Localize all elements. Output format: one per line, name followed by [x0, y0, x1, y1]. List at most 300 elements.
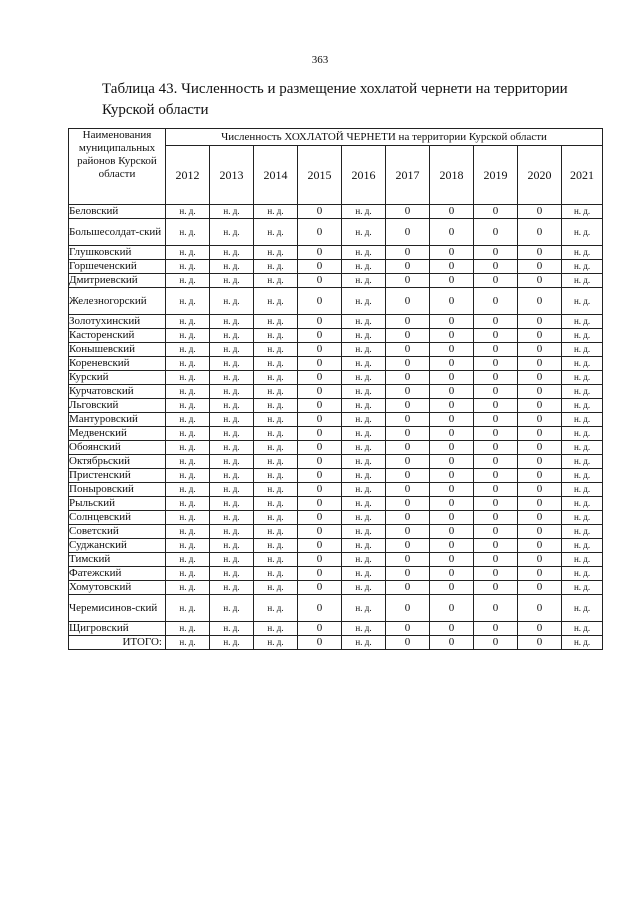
value-cell: 0: [518, 219, 562, 246]
value-cell: н. д.: [166, 469, 210, 483]
value-cell: н. д.: [166, 539, 210, 553]
value-cell: 0: [518, 469, 562, 483]
value-cell: н. д.: [254, 288, 298, 315]
value-cell: н. д.: [254, 539, 298, 553]
value-cell: н. д.: [254, 455, 298, 469]
table-row: [69, 497, 603, 511]
district-name: Тимский: [69, 553, 166, 567]
table-row: [69, 315, 603, 329]
value-cell: 0: [386, 399, 430, 413]
table-row: [69, 567, 603, 581]
value-cell: 0: [386, 274, 430, 288]
value-cell: 0: [298, 539, 342, 553]
value-cell: 0: [518, 595, 562, 622]
value-cell: 0: [474, 399, 518, 413]
table-row: [69, 595, 603, 622]
table-row: [69, 219, 603, 246]
value-cell: н. д.: [562, 343, 603, 357]
value-cell: 0: [298, 525, 342, 539]
district-name: Советский: [69, 525, 166, 539]
value-cell: н. д.: [166, 413, 210, 427]
value-cell: н. д.: [254, 357, 298, 371]
value-cell: 0: [430, 511, 474, 525]
value-cell: н. д.: [210, 288, 254, 315]
district-name: Солнцевский: [69, 511, 166, 525]
value-cell: 0: [474, 511, 518, 525]
value-cell: 0: [430, 260, 474, 274]
value-cell: 0: [298, 636, 342, 650]
value-cell: 0: [430, 385, 474, 399]
value-cell: н. д.: [166, 567, 210, 581]
value-cell: н. д.: [210, 219, 254, 246]
value-cell: 0: [298, 595, 342, 622]
value-cell: 0: [474, 413, 518, 427]
value-cell: 0: [298, 622, 342, 636]
year-header: 2013: [210, 146, 254, 205]
value-cell: н. д.: [342, 636, 386, 650]
value-cell: н. д.: [342, 219, 386, 246]
value-cell: н. д.: [562, 511, 603, 525]
value-cell: н. д.: [342, 315, 386, 329]
value-cell: 0: [298, 553, 342, 567]
value-cell: н. д.: [254, 385, 298, 399]
district-name: Октябрьский: [69, 455, 166, 469]
value-cell: н. д.: [342, 497, 386, 511]
value-cell: 0: [518, 413, 562, 427]
value-cell: н. д.: [210, 315, 254, 329]
value-cell: н. д.: [166, 288, 210, 315]
value-cell: 0: [430, 371, 474, 385]
value-cell: н. д.: [342, 539, 386, 553]
value-cell: 0: [518, 343, 562, 357]
value-cell: н. д.: [254, 246, 298, 260]
table-row: [69, 483, 603, 497]
table-row: [69, 511, 603, 525]
value-cell: 0: [386, 567, 430, 581]
value-cell: н. д.: [210, 581, 254, 595]
value-cell: 0: [386, 288, 430, 315]
district-name: Беловский: [69, 205, 166, 219]
value-cell: н. д.: [254, 483, 298, 497]
table-row: [69, 399, 603, 413]
value-cell: 0: [474, 469, 518, 483]
value-cell: 0: [474, 329, 518, 343]
table-row: [69, 205, 603, 219]
value-cell: н. д.: [210, 357, 254, 371]
value-cell: н. д.: [210, 469, 254, 483]
value-cell: 0: [430, 274, 474, 288]
year-header: 2019: [474, 146, 518, 205]
value-cell: н. д.: [210, 385, 254, 399]
value-cell: н. д.: [562, 205, 603, 219]
value-cell: н. д.: [254, 511, 298, 525]
value-cell: 0: [386, 329, 430, 343]
value-cell: 0: [430, 288, 474, 315]
district-name: Хомутовский: [69, 581, 166, 595]
value-cell: н. д.: [166, 427, 210, 441]
district-name: Пристенский: [69, 469, 166, 483]
value-cell: 0: [474, 288, 518, 315]
value-cell: 0: [474, 357, 518, 371]
value-cell: 0: [298, 567, 342, 581]
value-cell: 0: [518, 511, 562, 525]
value-cell: н. д.: [254, 205, 298, 219]
value-cell: 0: [298, 288, 342, 315]
value-cell: 0: [518, 581, 562, 595]
value-cell: 0: [518, 497, 562, 511]
value-cell: 0: [474, 385, 518, 399]
district-name: Железногорский: [69, 288, 166, 315]
district-name: Курчатовский: [69, 385, 166, 399]
value-cell: н. д.: [254, 399, 298, 413]
table-row: [69, 385, 603, 399]
value-cell: 0: [430, 622, 474, 636]
value-cell: н. д.: [342, 385, 386, 399]
value-cell: 0: [474, 622, 518, 636]
value-cell: 0: [298, 427, 342, 441]
district-name: Конышевский: [69, 343, 166, 357]
value-cell: 0: [518, 567, 562, 581]
value-cell: 0: [298, 399, 342, 413]
population-table: [68, 128, 603, 650]
value-cell: н. д.: [254, 329, 298, 343]
value-cell: н. д.: [166, 205, 210, 219]
value-cell: н. д.: [166, 441, 210, 455]
value-cell: н. д.: [210, 329, 254, 343]
value-cell: 0: [386, 246, 430, 260]
value-cell: н. д.: [166, 483, 210, 497]
value-cell: н. д.: [562, 525, 603, 539]
value-cell: 0: [386, 371, 430, 385]
district-name: Фатежский: [69, 567, 166, 581]
table-row: [69, 274, 603, 288]
year-header: 2016: [342, 146, 386, 205]
district-name: Поныровский: [69, 483, 166, 497]
value-cell: 0: [474, 497, 518, 511]
value-cell: 0: [518, 539, 562, 553]
value-cell: н. д.: [562, 469, 603, 483]
value-cell: н. д.: [342, 274, 386, 288]
table-row: [69, 525, 603, 539]
total-label: ИТОГО:: [69, 636, 166, 650]
value-cell: н. д.: [254, 427, 298, 441]
value-cell: н. д.: [562, 357, 603, 371]
value-cell: 0: [386, 525, 430, 539]
value-cell: н. д.: [342, 399, 386, 413]
value-cell: н. д.: [342, 427, 386, 441]
value-cell: 0: [386, 441, 430, 455]
value-cell: 0: [430, 315, 474, 329]
value-cell: н. д.: [342, 622, 386, 636]
value-cell: н. д.: [562, 274, 603, 288]
value-cell: н. д.: [342, 483, 386, 497]
district-name: Щигровский: [69, 622, 166, 636]
value-cell: 0: [298, 205, 342, 219]
value-cell: н. д.: [210, 260, 254, 274]
value-cell: н. д.: [254, 469, 298, 483]
value-cell: 0: [518, 525, 562, 539]
value-cell: 0: [474, 636, 518, 650]
value-cell: 0: [474, 371, 518, 385]
value-cell: 0: [386, 357, 430, 371]
value-cell: н. д.: [166, 329, 210, 343]
value-cell: н. д.: [342, 581, 386, 595]
table-row: [69, 246, 603, 260]
value-cell: 0: [298, 511, 342, 525]
district-name: Суджанский: [69, 539, 166, 553]
value-cell: н. д.: [562, 385, 603, 399]
value-cell: 0: [518, 622, 562, 636]
year-header: 2015: [298, 146, 342, 205]
value-cell: н. д.: [166, 525, 210, 539]
caption-line-2: Курской области: [102, 102, 209, 118]
table-row: [69, 469, 603, 483]
value-cell: 0: [430, 329, 474, 343]
value-cell: н. д.: [342, 260, 386, 274]
value-cell: 0: [430, 219, 474, 246]
value-cell: н. д.: [342, 567, 386, 581]
value-cell: 0: [430, 553, 474, 567]
value-cell: 0: [474, 260, 518, 274]
value-cell: н. д.: [562, 288, 603, 315]
value-cell: н. д.: [166, 357, 210, 371]
value-cell: н. д.: [342, 357, 386, 371]
page-number: 363: [311, 54, 329, 66]
value-cell: н. д.: [210, 567, 254, 581]
value-cell: н. д.: [254, 595, 298, 622]
value-cell: 0: [386, 483, 430, 497]
value-cell: н. д.: [562, 581, 603, 595]
value-cell: 0: [518, 288, 562, 315]
district-name: Рыльский: [69, 497, 166, 511]
value-cell: 0: [298, 497, 342, 511]
value-cell: н. д.: [210, 343, 254, 357]
value-cell: 0: [474, 595, 518, 622]
value-cell: 0: [430, 539, 474, 553]
value-cell: н. д.: [562, 413, 603, 427]
value-cell: 0: [430, 525, 474, 539]
table-row: [69, 260, 603, 274]
district-name: Льговский: [69, 399, 166, 413]
value-cell: 0: [518, 329, 562, 343]
value-cell: 0: [518, 455, 562, 469]
table-head: [69, 129, 603, 205]
year-header: 2021: [562, 146, 603, 205]
value-cell: 0: [298, 581, 342, 595]
district-column-header: Наименования муниципальных районов Курской области: [69, 129, 166, 205]
value-cell: н. д.: [254, 260, 298, 274]
value-cell: н. д.: [342, 205, 386, 219]
value-cell: н. д.: [342, 413, 386, 427]
value-cell: н. д.: [562, 329, 603, 343]
value-cell: 0: [298, 455, 342, 469]
value-cell: 0: [386, 636, 430, 650]
value-cell: 0: [386, 595, 430, 622]
value-cell: н. д.: [254, 622, 298, 636]
value-cell: 0: [518, 371, 562, 385]
value-cell: н. д.: [166, 219, 210, 246]
value-cell: 0: [474, 343, 518, 357]
value-cell: 0: [386, 455, 430, 469]
value-cell: н. д.: [342, 343, 386, 357]
value-cell: н. д.: [166, 315, 210, 329]
value-cell: 0: [430, 455, 474, 469]
table-body: [69, 205, 603, 650]
value-cell: н. д.: [562, 315, 603, 329]
district-name: Кореневский: [69, 357, 166, 371]
value-cell: н. д.: [342, 553, 386, 567]
value-cell: н. д.: [210, 441, 254, 455]
year-header: 2018: [430, 146, 474, 205]
value-cell: 0: [298, 441, 342, 455]
value-cell: н. д.: [254, 219, 298, 246]
value-cell: 0: [386, 497, 430, 511]
value-cell: н. д.: [166, 260, 210, 274]
value-cell: 0: [298, 274, 342, 288]
value-cell: 0: [386, 539, 430, 553]
table-row: [69, 553, 603, 567]
value-cell: 0: [518, 553, 562, 567]
value-cell: н. д.: [562, 427, 603, 441]
value-cell: н. д.: [210, 274, 254, 288]
value-cell: 0: [430, 636, 474, 650]
district-name: Горшеченский: [69, 260, 166, 274]
value-cell: н. д.: [210, 622, 254, 636]
value-cell: 0: [298, 329, 342, 343]
value-cell: 0: [430, 497, 474, 511]
value-cell: н. д.: [166, 399, 210, 413]
value-cell: 0: [430, 567, 474, 581]
value-cell: 0: [518, 274, 562, 288]
value-cell: н. д.: [254, 343, 298, 357]
value-cell: 0: [430, 343, 474, 357]
value-cell: 0: [430, 469, 474, 483]
value-cell: н. д.: [210, 511, 254, 525]
value-cell: 0: [386, 413, 430, 427]
value-cell: 0: [474, 525, 518, 539]
value-cell: н. д.: [342, 441, 386, 455]
value-cell: н. д.: [210, 413, 254, 427]
value-cell: н. д.: [562, 219, 603, 246]
value-cell: 0: [518, 315, 562, 329]
value-cell: н. д.: [562, 371, 603, 385]
value-cell: н. д.: [342, 329, 386, 343]
value-cell: 0: [474, 567, 518, 581]
value-cell: н. д.: [562, 455, 603, 469]
value-cell: 0: [386, 260, 430, 274]
value-cell: н. д.: [562, 553, 603, 567]
table-row: [69, 427, 603, 441]
value-cell: 0: [518, 357, 562, 371]
value-cell: н. д.: [254, 525, 298, 539]
value-cell: 0: [430, 357, 474, 371]
value-cell: н. д.: [562, 636, 603, 650]
value-cell: 0: [474, 205, 518, 219]
value-cell: н. д.: [166, 595, 210, 622]
caption-line-1: Таблица 43. Численность и размещение хохлатой чернети на территории: [102, 81, 568, 97]
value-cell: 0: [474, 483, 518, 497]
value-cell: 0: [386, 469, 430, 483]
value-cell: н. д.: [562, 246, 603, 260]
value-cell: 0: [298, 483, 342, 497]
value-cell: 0: [518, 205, 562, 219]
value-cell: 0: [298, 469, 342, 483]
value-cell: 0: [518, 260, 562, 274]
value-cell: н. д.: [254, 581, 298, 595]
value-cell: 0: [430, 581, 474, 595]
table-row: [69, 455, 603, 469]
table-row: [69, 581, 603, 595]
count-group-header: Численность ХОХЛАТОЙ ЧЕРНЕТИ на территории Курской области: [166, 129, 603, 146]
value-cell: н. д.: [342, 371, 386, 385]
value-cell: 0: [474, 553, 518, 567]
value-cell: н. д.: [166, 581, 210, 595]
value-cell: н. д.: [210, 399, 254, 413]
value-cell: н. д.: [254, 567, 298, 581]
value-cell: н. д.: [166, 371, 210, 385]
value-cell: н. д.: [166, 636, 210, 650]
value-cell: н. д.: [254, 636, 298, 650]
table-row: [69, 413, 603, 427]
value-cell: н. д.: [210, 497, 254, 511]
value-cell: н. д.: [562, 497, 603, 511]
value-cell: н. д.: [210, 483, 254, 497]
value-cell: н. д.: [166, 246, 210, 260]
table-caption: [102, 79, 592, 121]
table-row: [69, 329, 603, 343]
value-cell: н. д.: [254, 497, 298, 511]
district-name: Медвенский: [69, 427, 166, 441]
district-name: Курский: [69, 371, 166, 385]
value-cell: 0: [474, 219, 518, 246]
value-cell: 0: [298, 357, 342, 371]
value-cell: н. д.: [210, 427, 254, 441]
value-cell: 0: [474, 581, 518, 595]
value-cell: н. д.: [562, 260, 603, 274]
value-cell: н. д.: [210, 525, 254, 539]
value-cell: 0: [518, 246, 562, 260]
district-name: Глушковский: [69, 246, 166, 260]
value-cell: 0: [518, 427, 562, 441]
district-name: Дмитриевский: [69, 274, 166, 288]
table-row: [69, 343, 603, 357]
value-cell: н. д.: [254, 553, 298, 567]
value-cell: 0: [386, 553, 430, 567]
value-cell: н. д.: [342, 595, 386, 622]
value-cell: н. д.: [254, 274, 298, 288]
value-cell: 0: [430, 413, 474, 427]
value-cell: 0: [386, 343, 430, 357]
district-name: Мантуровский: [69, 413, 166, 427]
value-cell: 0: [298, 315, 342, 329]
value-cell: 0: [386, 427, 430, 441]
value-cell: 0: [386, 511, 430, 525]
value-cell: н. д.: [210, 636, 254, 650]
value-cell: н. д.: [166, 385, 210, 399]
value-cell: н. д.: [342, 455, 386, 469]
value-cell: 0: [298, 343, 342, 357]
value-cell: 0: [386, 219, 430, 246]
value-cell: н. д.: [342, 246, 386, 260]
value-cell: н. д.: [210, 246, 254, 260]
table-row: [69, 539, 603, 553]
value-cell: н. д.: [166, 274, 210, 288]
value-cell: н. д.: [254, 441, 298, 455]
value-cell: н. д.: [210, 595, 254, 622]
value-cell: 0: [474, 427, 518, 441]
year-header: 2014: [254, 146, 298, 205]
value-cell: 0: [386, 385, 430, 399]
